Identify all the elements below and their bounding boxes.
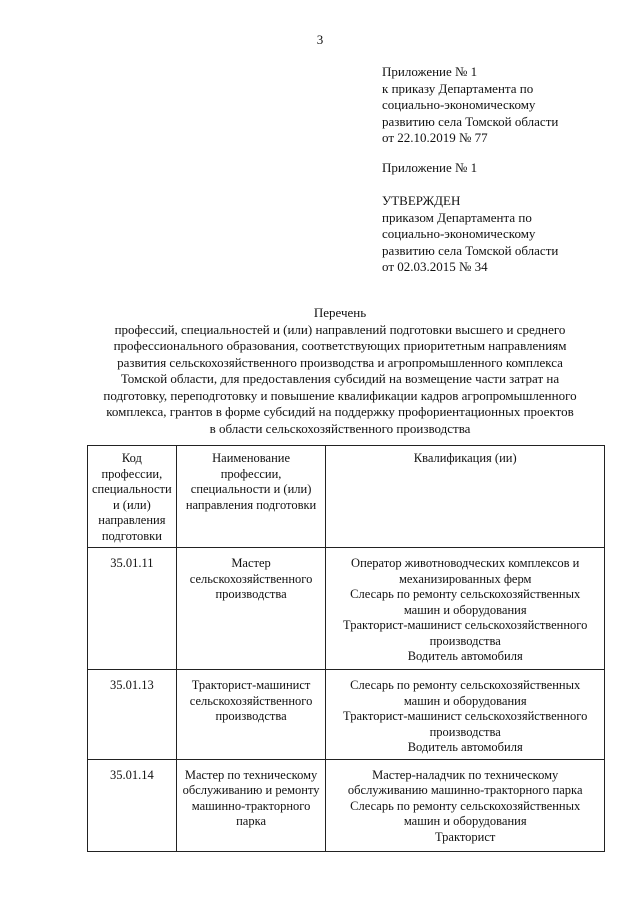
cell-name-line: производства [215,709,287,723]
header-code-line: направления [98,513,166,527]
cell-qual-line: Слесарь по ремонту сельскохозяйственных [350,678,581,692]
header-code-line: и (или) [112,497,151,512]
approved-line: развитию села Томской области [382,242,559,258]
header-code-line: специальности [92,482,172,496]
heading-title: Перечень [313,305,367,320]
approved-block [382,193,622,276]
cell-qualification [326,670,605,760]
cell-qual-line: машин и оборудования [403,814,527,828]
cell-qual-line: Слесарь по ремонту сельскохозяйственных [350,587,581,601]
cell-qual-line: производства [429,724,501,739]
cell-name-line: Тракторист-машинист [191,678,311,692]
approved-line: приказом Департамента по [382,209,532,225]
appendix-line: социально-экономическому [382,97,536,112]
cell-qual-line: Тракторист-машинист сельскохозяйственного [343,618,588,632]
header-name-line: направления подготовки [185,497,317,512]
cell-code: 35.01.13 [88,670,177,760]
cell-code: 35.01.14 [88,759,177,851]
cell-name [176,548,326,670]
appendix-line: развитию села Томской области [382,113,559,129]
header-code [88,446,177,548]
header-code-line: подготовки [101,528,162,543]
header-name-line: Наименование [212,451,290,465]
header-qualification [326,446,605,548]
page-number: 3 [316,32,324,47]
approved-line: УТВЕРЖДЕН [382,193,461,208]
cell-code: 35.01.11 [88,548,177,670]
cell-name [176,670,326,760]
cell-name-line: Мастер [231,556,271,570]
heading-line: Томской области, для предоставления субсидий на возмещение части затрат на [120,371,560,386]
cell-qual-line: производства [429,633,501,648]
cell-qualification [326,548,605,670]
appendix-label-text: Приложение № 1 [382,160,478,175]
cell-name-line: парка [236,814,267,828]
table-row [88,759,605,851]
table-header-row [88,446,605,548]
cell-name-line: Мастер по техническому [184,767,318,782]
header-name-line: профессии, [220,466,282,481]
header-code-line: Код [121,451,142,465]
appendix-line: от 22.10.2019 № 77 [382,130,488,145]
appendix-block [382,64,622,147]
appendix-label [382,160,622,177]
cell-name-line: обслуживанию и ремонту [182,783,320,797]
cell-qualification [326,759,605,851]
document-heading [60,305,620,437]
cell-qual-line: Мастер-наладчик по техническому [372,767,559,782]
cell-qual-line: Слесарь по ремонту сельскохозяйственных [350,798,581,813]
approved-line: социально-экономическому [382,226,536,241]
cell-qual-line: обслуживанию машинно-тракторного парка [347,783,583,797]
cell-name-line: сельскохозяйственного [189,693,313,708]
cell-qual-line: машин и оборудования [403,602,527,617]
cell-qual-line: Водитель автомобиля [407,649,523,663]
appendix-line: к приказу Департамента по [382,80,534,96]
cell-name-line: машинно-тракторного [191,798,311,813]
cell-name-line: сельскохозяйственного [189,571,313,586]
appendix-line: Приложение № 1 [382,64,478,79]
header-code-line: профессии, [101,466,163,481]
approved-line: от 02.03.2015 № 34 [382,259,488,274]
cell-qual-line: машин и оборудования [403,693,527,708]
heading-line: профессий, специальностей и (или) направлений подготовки высшего и среднего [114,321,566,337]
heading-line: развития сельскохозяйственного производства и агропромышленного комплекса [117,354,563,370]
heading-line: подготовку, переподготовку и повышение квалификации кадров агропромышленного [103,387,577,403]
cell-qual-line: Тракторист-машинист сельскохозяйственного [343,709,588,723]
cell-name [176,759,326,851]
cell-qual-line: механизированных ферм [398,571,532,586]
header-qual-line: Квалификация (ии) [413,451,517,465]
heading-line: профессионального образования, соответствующих приоритетным направлениям [113,338,567,353]
table-row [88,670,605,760]
header-name-line: специальности и (или) [190,482,312,496]
table-row [88,548,605,670]
cell-qual-line: Водитель автомобиля [407,740,523,754]
professions-table [87,445,605,852]
cell-name-line: производства [215,587,287,601]
header-name [176,446,326,548]
heading-line: в области сельскохозяйственного производства [209,420,471,436]
cell-qual-line: Тракторист [435,829,496,844]
cell-qual-line: Оператор животноводческих комплексов и [351,556,580,570]
heading-line: комплекса, грантов в форме субсидий на поддержку профориентационных проектов [106,404,574,419]
